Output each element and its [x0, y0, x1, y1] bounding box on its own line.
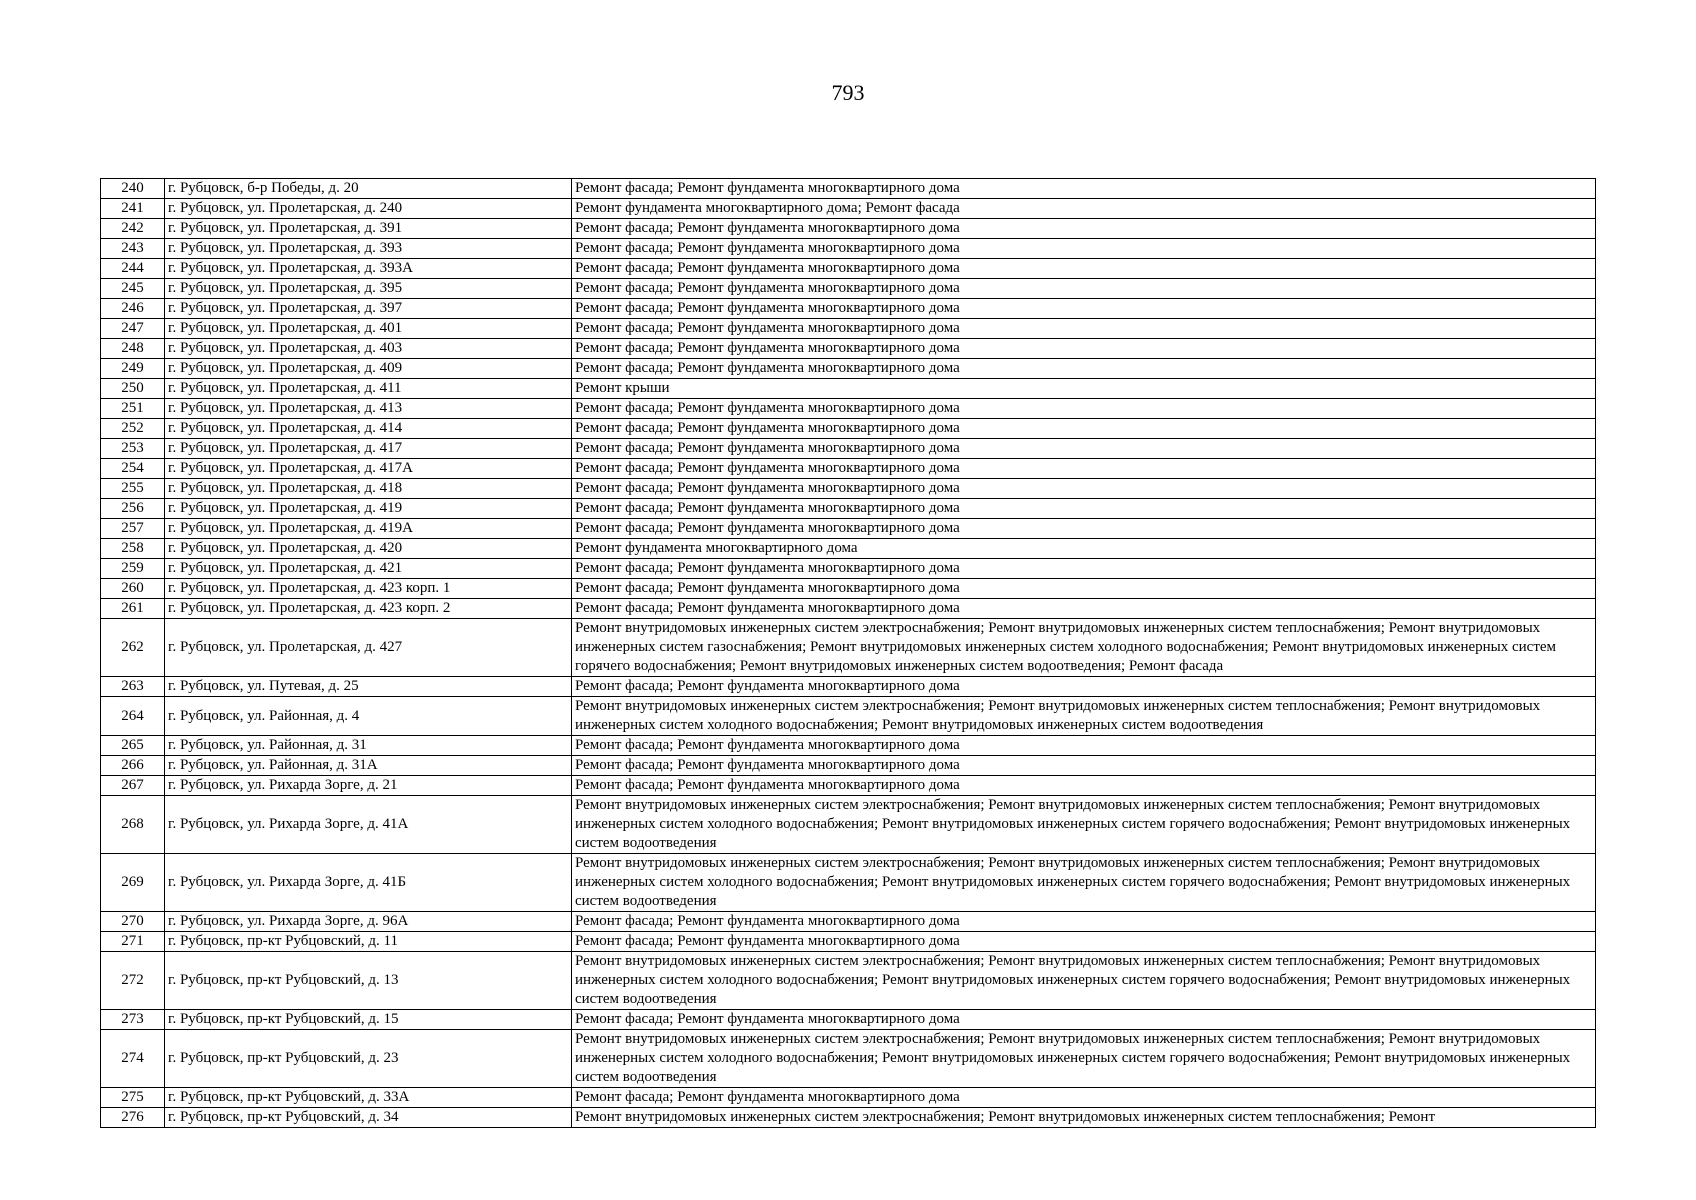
table-row — [101, 239, 1596, 259]
address-cell: г. Рубцовск, пр-кт Рубцовский, д. 23 — [165, 1030, 572, 1088]
works-cell: Ремонт фасада; Ремонт фундамента многоквартирного дома — [572, 559, 1596, 579]
works-cell: Ремонт фасада; Ремонт фундамента многоквартирного дома — [572, 776, 1596, 796]
works-cell: Ремонт внутридомовых инженерных систем электроснабжения; Ремонт внутридомовых инженерных систем теплоснабжения; Ремонт внутридомовых инженерных систем холодного водоснабжения; Ремонт внутридомовых инженерных систем горячего водоснабжения; Ремонт внутридомовых инженерных систем водоотведения — [572, 854, 1596, 912]
works-cell: Ремонт внутридомовых инженерных систем электроснабжения; Ремонт внутридомовых инженерных систем теплоснабжения; Ремонт внутридомовых инженерных систем газоснабжения; Ремонт внутридомовых инженерных систем холодного водоснабжения; Ремонт внутридомовых инженерных систем горячего водоснабжения; Ремонт внутридомовых инженерных систем водоотведения; Ремонт фасада — [572, 619, 1596, 677]
row-number: 241 — [101, 199, 165, 219]
table-row — [101, 199, 1596, 219]
address-cell: г. Рубцовск, б-р Победы, д. 20 — [165, 179, 572, 199]
row-number: 271 — [101, 932, 165, 952]
works-cell: Ремонт фасада; Ремонт фундамента многоквартирного дома — [572, 459, 1596, 479]
works-cell: Ремонт фасада; Ремонт фундамента многоквартирного дома — [572, 1010, 1596, 1030]
row-number: 248 — [101, 339, 165, 359]
address-cell: г. Рубцовск, ул. Пролетарская, д. 403 — [165, 339, 572, 359]
address-cell: г. Рубцовск, ул. Пролетарская, д. 427 — [165, 619, 572, 677]
row-number: 258 — [101, 539, 165, 559]
table-row — [101, 854, 1596, 912]
table-row — [101, 339, 1596, 359]
address-cell: г. Рубцовск, ул. Пролетарская, д. 393 — [165, 239, 572, 259]
works-cell: Ремонт фасада; Ремонт фундамента многоквартирного дома — [572, 299, 1596, 319]
table-row — [101, 279, 1596, 299]
table-row — [101, 736, 1596, 756]
table-row — [101, 439, 1596, 459]
row-number: 259 — [101, 559, 165, 579]
table-row — [101, 932, 1596, 952]
works-cell: Ремонт фасада; Ремонт фундамента многоквартирного дома — [572, 279, 1596, 299]
works-cell: Ремонт фасада; Ремонт фундамента многоквартирного дома — [572, 179, 1596, 199]
row-number: 247 — [101, 319, 165, 339]
row-number: 263 — [101, 677, 165, 697]
address-cell: г. Рубцовск, пр-кт Рубцовский, д. 34 — [165, 1108, 572, 1128]
address-cell: г. Рубцовск, ул. Пролетарская, д. 240 — [165, 199, 572, 219]
address-cell: г. Рубцовск, ул. Рихарда Зорге, д. 96А — [165, 912, 572, 932]
works-cell: Ремонт фасада; Ремонт фундамента многоквартирного дома — [572, 579, 1596, 599]
table-row — [101, 359, 1596, 379]
works-cell: Ремонт фундамента многоквартирного дома — [572, 539, 1596, 559]
table-row — [101, 599, 1596, 619]
table-row — [101, 1108, 1596, 1128]
address-cell: г. Рубцовск, ул. Рихарда Зорге, д. 21 — [165, 776, 572, 796]
row-number: 275 — [101, 1088, 165, 1108]
works-cell: Ремонт фасада; Ремонт фундамента многоквартирного дома — [572, 359, 1596, 379]
works-cell: Ремонт фасада; Ремонт фундамента многоквартирного дома — [572, 736, 1596, 756]
table-row — [101, 952, 1596, 1010]
address-cell: г. Рубцовск, ул. Пролетарская, д. 393А — [165, 259, 572, 279]
row-number: 260 — [101, 579, 165, 599]
works-cell: Ремонт фундамента многоквартирного дома; Ремонт фасада — [572, 199, 1596, 219]
works-cell: Ремонт фасада; Ремонт фундамента многоквартирного дома — [572, 677, 1596, 697]
table-row — [101, 459, 1596, 479]
address-cell: г. Рубцовск, ул. Пролетарская, д. 417 — [165, 439, 572, 459]
row-number: 266 — [101, 756, 165, 776]
table-row — [101, 299, 1596, 319]
row-number: 272 — [101, 952, 165, 1010]
row-number: 253 — [101, 439, 165, 459]
address-cell: г. Рубцовск, ул. Пролетарская, д. 420 — [165, 539, 572, 559]
address-cell: г. Рубцовск, пр-кт Рубцовский, д. 15 — [165, 1010, 572, 1030]
works-cell: Ремонт фасада; Ремонт фундамента многоквартирного дома — [572, 519, 1596, 539]
table-row — [101, 559, 1596, 579]
table-row — [101, 697, 1596, 736]
row-number: 255 — [101, 479, 165, 499]
table-row — [101, 619, 1596, 677]
works-cell: Ремонт фасада; Ремонт фундамента многоквартирного дома — [572, 479, 1596, 499]
works-cell: Ремонт фасада; Ремонт фундамента многоквартирного дома — [572, 756, 1596, 776]
works-cell: Ремонт внутридомовых инженерных систем электроснабжения; Ремонт внутридомовых инженерных систем теплоснабжения; Ремонт внутридомовых инженерных систем холодного водоснабжения; Ремонт внутридомовых инженерных систем горячего водоснабжения; Ремонт внутридомовых инженерных систем водоотведения — [572, 796, 1596, 854]
table-row — [101, 259, 1596, 279]
address-cell: г. Рубцовск, ул. Пролетарская, д. 413 — [165, 399, 572, 419]
table-row — [101, 1030, 1596, 1088]
table-row — [101, 796, 1596, 854]
row-number: 243 — [101, 239, 165, 259]
works-cell: Ремонт фасада; Ремонт фундамента многоквартирного дома — [572, 219, 1596, 239]
row-number: 240 — [101, 179, 165, 199]
table-row — [101, 419, 1596, 439]
address-cell: г. Рубцовск, ул. Пролетарская, д. 423 корп. 2 — [165, 599, 572, 619]
row-number: 256 — [101, 499, 165, 519]
works-cell: Ремонт фасада; Ремонт фундамента многоквартирного дома — [572, 912, 1596, 932]
row-number: 270 — [101, 912, 165, 932]
address-cell: г. Рубцовск, ул. Пролетарская, д. 421 — [165, 559, 572, 579]
address-cell: г. Рубцовск, ул. Пролетарская, д. 391 — [165, 219, 572, 239]
works-cell: Ремонт фасада; Ремонт фундамента многоквартирного дома — [572, 319, 1596, 339]
table-row — [101, 399, 1596, 419]
table-row — [101, 319, 1596, 339]
works-cell: Ремонт фасада; Ремонт фундамента многоквартирного дома — [572, 339, 1596, 359]
page-number: 793 — [831, 80, 865, 105]
address-cell: г. Рубцовск, ул. Пролетарская, д. 419 — [165, 499, 572, 519]
table-row — [101, 499, 1596, 519]
row-number: 249 — [101, 359, 165, 379]
address-cell: г. Рубцовск, пр-кт Рубцовский, д. 13 — [165, 952, 572, 1010]
table-row — [101, 539, 1596, 559]
works-cell: Ремонт фасада; Ремонт фундамента многоквартирного дома — [572, 499, 1596, 519]
works-cell: Ремонт фасада; Ремонт фундамента многоквартирного дома — [572, 439, 1596, 459]
row-number: 244 — [101, 259, 165, 279]
row-number: 261 — [101, 599, 165, 619]
address-cell: г. Рубцовск, ул. Районная, д. 4 — [165, 697, 572, 736]
table-row — [101, 379, 1596, 399]
row-number: 264 — [101, 697, 165, 736]
row-number: 242 — [101, 219, 165, 239]
row-number: 262 — [101, 619, 165, 677]
works-cell: Ремонт фасада; Ремонт фундамента многоквартирного дома — [572, 239, 1596, 259]
table-body — [101, 179, 1596, 1128]
row-number: 267 — [101, 776, 165, 796]
address-cell: г. Рубцовск, ул. Рихарда Зорге, д. 41А — [165, 796, 572, 854]
table-row — [101, 912, 1596, 932]
works-cell: Ремонт фасада; Ремонт фундамента многоквартирного дома — [572, 599, 1596, 619]
address-cell: г. Рубцовск, ул. Пролетарская, д. 423 корп. 1 — [165, 579, 572, 599]
address-cell: г. Рубцовск, ул. Рихарда Зорге, д. 41Б — [165, 854, 572, 912]
table-row — [101, 479, 1596, 499]
works-cell: Ремонт фасада; Ремонт фундамента многоквартирного дома — [572, 932, 1596, 952]
address-cell: г. Рубцовск, ул. Районная, д. 31 — [165, 736, 572, 756]
row-number: 276 — [101, 1108, 165, 1128]
table-row — [101, 219, 1596, 239]
table-row — [101, 1010, 1596, 1030]
table-row — [101, 756, 1596, 776]
works-cell: Ремонт внутридомовых инженерных систем электроснабжения; Ремонт внутридомовых инженерных систем теплоснабжения; Ремонт — [572, 1108, 1596, 1128]
address-cell: г. Рубцовск, ул. Пролетарская, д. 409 — [165, 359, 572, 379]
address-cell: г. Рубцовск, ул. Пролетарская, д. 397 — [165, 299, 572, 319]
table-row — [101, 1088, 1596, 1108]
address-cell: г. Рубцовск, ул. Пролетарская, д. 417А — [165, 459, 572, 479]
row-number: 274 — [101, 1030, 165, 1088]
row-number: 268 — [101, 796, 165, 854]
table-row — [101, 519, 1596, 539]
works-cell: Ремонт внутридомовых инженерных систем электроснабжения; Ремонт внутридомовых инженерных систем теплоснабжения; Ремонт внутридомовых инженерных систем холодного водоснабжения; Ремонт внутридомовых инженерных систем водоотведения — [572, 697, 1596, 736]
works-cell: Ремонт внутридомовых инженерных систем электроснабжения; Ремонт внутридомовых инженерных систем теплоснабжения; Ремонт внутридомовых инженерных систем холодного водоснабжения; Ремонт внутридомовых инженерных систем горячего водоснабжения; Ремонт внутридомовых инженерных систем водоотведения — [572, 1030, 1596, 1088]
address-cell: г. Рубцовск, ул. Пролетарская, д. 418 — [165, 479, 572, 499]
works-cell: Ремонт крыши — [572, 379, 1596, 399]
works-cell: Ремонт фасада; Ремонт фундамента многоквартирного дома — [572, 399, 1596, 419]
row-number: 254 — [101, 459, 165, 479]
address-cell: г. Рубцовск, ул. Пролетарская, д. 414 — [165, 419, 572, 439]
repair-register-table — [100, 178, 1596, 1128]
works-cell: Ремонт фасада; Ремонт фундамента многоквартирного дома — [572, 259, 1596, 279]
row-number: 273 — [101, 1010, 165, 1030]
row-number: 252 — [101, 419, 165, 439]
row-number: 257 — [101, 519, 165, 539]
address-cell: г. Рубцовск, ул. Пролетарская, д. 401 — [165, 319, 572, 339]
table-row — [101, 179, 1596, 199]
address-cell: г. Рубцовск, пр-кт Рубцовский, д. 11 — [165, 932, 572, 952]
works-cell: Ремонт фасада; Ремонт фундамента многоквартирного дома — [572, 1088, 1596, 1108]
row-number: 246 — [101, 299, 165, 319]
address-cell: г. Рубцовск, ул. Путевая, д. 25 — [165, 677, 572, 697]
address-cell: г. Рубцовск, пр-кт Рубцовский, д. 33А — [165, 1088, 572, 1108]
table-row — [101, 579, 1596, 599]
works-cell: Ремонт фасада; Ремонт фундамента многоквартирного дома — [572, 419, 1596, 439]
address-cell: г. Рубцовск, ул. Пролетарская, д. 395 — [165, 279, 572, 299]
row-number: 245 — [101, 279, 165, 299]
table-row — [101, 677, 1596, 697]
row-number: 250 — [101, 379, 165, 399]
row-number: 269 — [101, 854, 165, 912]
address-cell: г. Рубцовск, ул. Районная, д. 31А — [165, 756, 572, 776]
works-cell: Ремонт внутридомовых инженерных систем электроснабжения; Ремонт внутридомовых инженерных систем теплоснабжения; Ремонт внутридомовых инженерных систем холодного водоснабжения; Ремонт внутридомовых инженерных систем горячего водоснабжения; Ремонт внутридомовых инженерных систем водоотведения — [572, 952, 1596, 1010]
address-cell: г. Рубцовск, ул. Пролетарская, д. 411 — [165, 379, 572, 399]
row-number: 265 — [101, 736, 165, 756]
address-cell: г. Рубцовск, ул. Пролетарская, д. 419А — [165, 519, 572, 539]
table-row — [101, 776, 1596, 796]
row-number: 251 — [101, 399, 165, 419]
